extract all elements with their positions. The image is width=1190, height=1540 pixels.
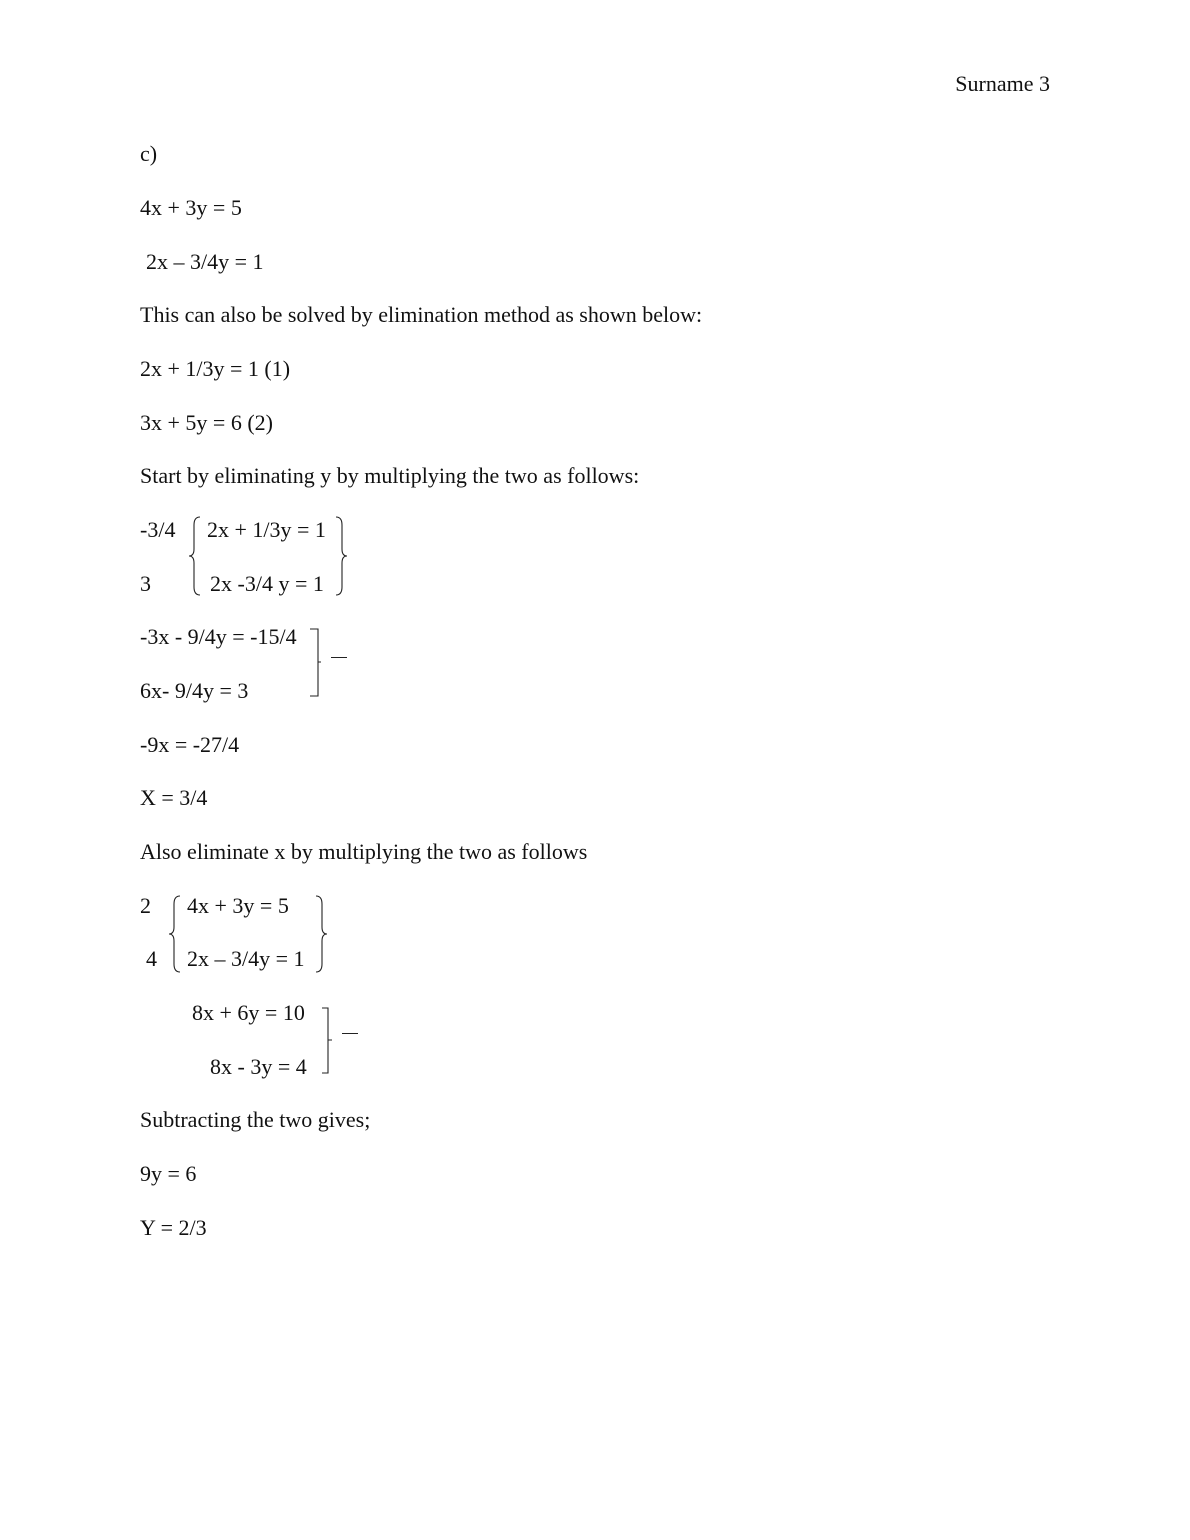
subtraction-bracket	[321, 1007, 333, 1075]
system-equation-1: 2x + 1/3y = 1 (1)	[140, 356, 291, 381]
elim-x-product-2: 8x - 3y = 4	[210, 1054, 307, 1079]
section-label: c)	[140, 141, 158, 166]
subtract-note: Subtracting the two gives;	[140, 1107, 371, 1132]
given-equation-2: 2x – 3/4y = 1	[146, 249, 264, 274]
given-equation-1: 4x + 3y = 5	[140, 195, 242, 220]
elim-y-bracket-eq-2: 2x -3/4 y = 1	[210, 571, 324, 596]
elim-y-instruction: Start by eliminating y by multiplying the two as follows:	[140, 463, 640, 488]
elim-x-solution: Y = 2/3	[140, 1215, 207, 1240]
elim-y-product-1: -3x - 9/4y = -15/4	[140, 624, 297, 649]
elim-y-multiplier-1: -3/4	[140, 517, 176, 542]
running-head: Surname 3	[955, 71, 1050, 96]
elim-x-bracket-eq-1: 4x + 3y = 5	[187, 893, 289, 918]
elim-x-result: 9y = 6	[140, 1161, 197, 1186]
elim-x-bracket-eq-2: 2x – 3/4y = 1	[187, 946, 305, 971]
elim-y-product-2: 6x- 9/4y = 3	[140, 678, 249, 703]
elim-y-solution: X = 3/4	[140, 785, 208, 810]
elim-x-multiplier-1: 2	[140, 893, 151, 918]
left-brace	[188, 515, 202, 597]
subtraction-bracket	[309, 628, 321, 698]
system-equation-2: 3x + 5y = 6 (2)	[140, 410, 273, 435]
subtraction-operator-line	[342, 1033, 358, 1034]
left-brace	[168, 894, 182, 974]
intro-paragraph: This can also be solved by elimination method as shown below:	[140, 302, 703, 327]
elim-y-bracket-eq-1: 2x + 1/3y = 1	[207, 517, 326, 542]
elim-x-multiplier-2: 4	[146, 946, 157, 971]
subtraction-operator-line	[331, 657, 347, 658]
elim-y-multiplier-2: 3	[140, 571, 151, 596]
right-brace	[314, 894, 328, 974]
elim-x-product-1: 8x + 6y = 10	[192, 1000, 305, 1025]
elim-y-result: -9x = -27/4	[140, 732, 240, 757]
elim-x-instruction: Also eliminate x by multiplying the two as follows	[140, 839, 588, 864]
right-brace	[334, 515, 348, 597]
